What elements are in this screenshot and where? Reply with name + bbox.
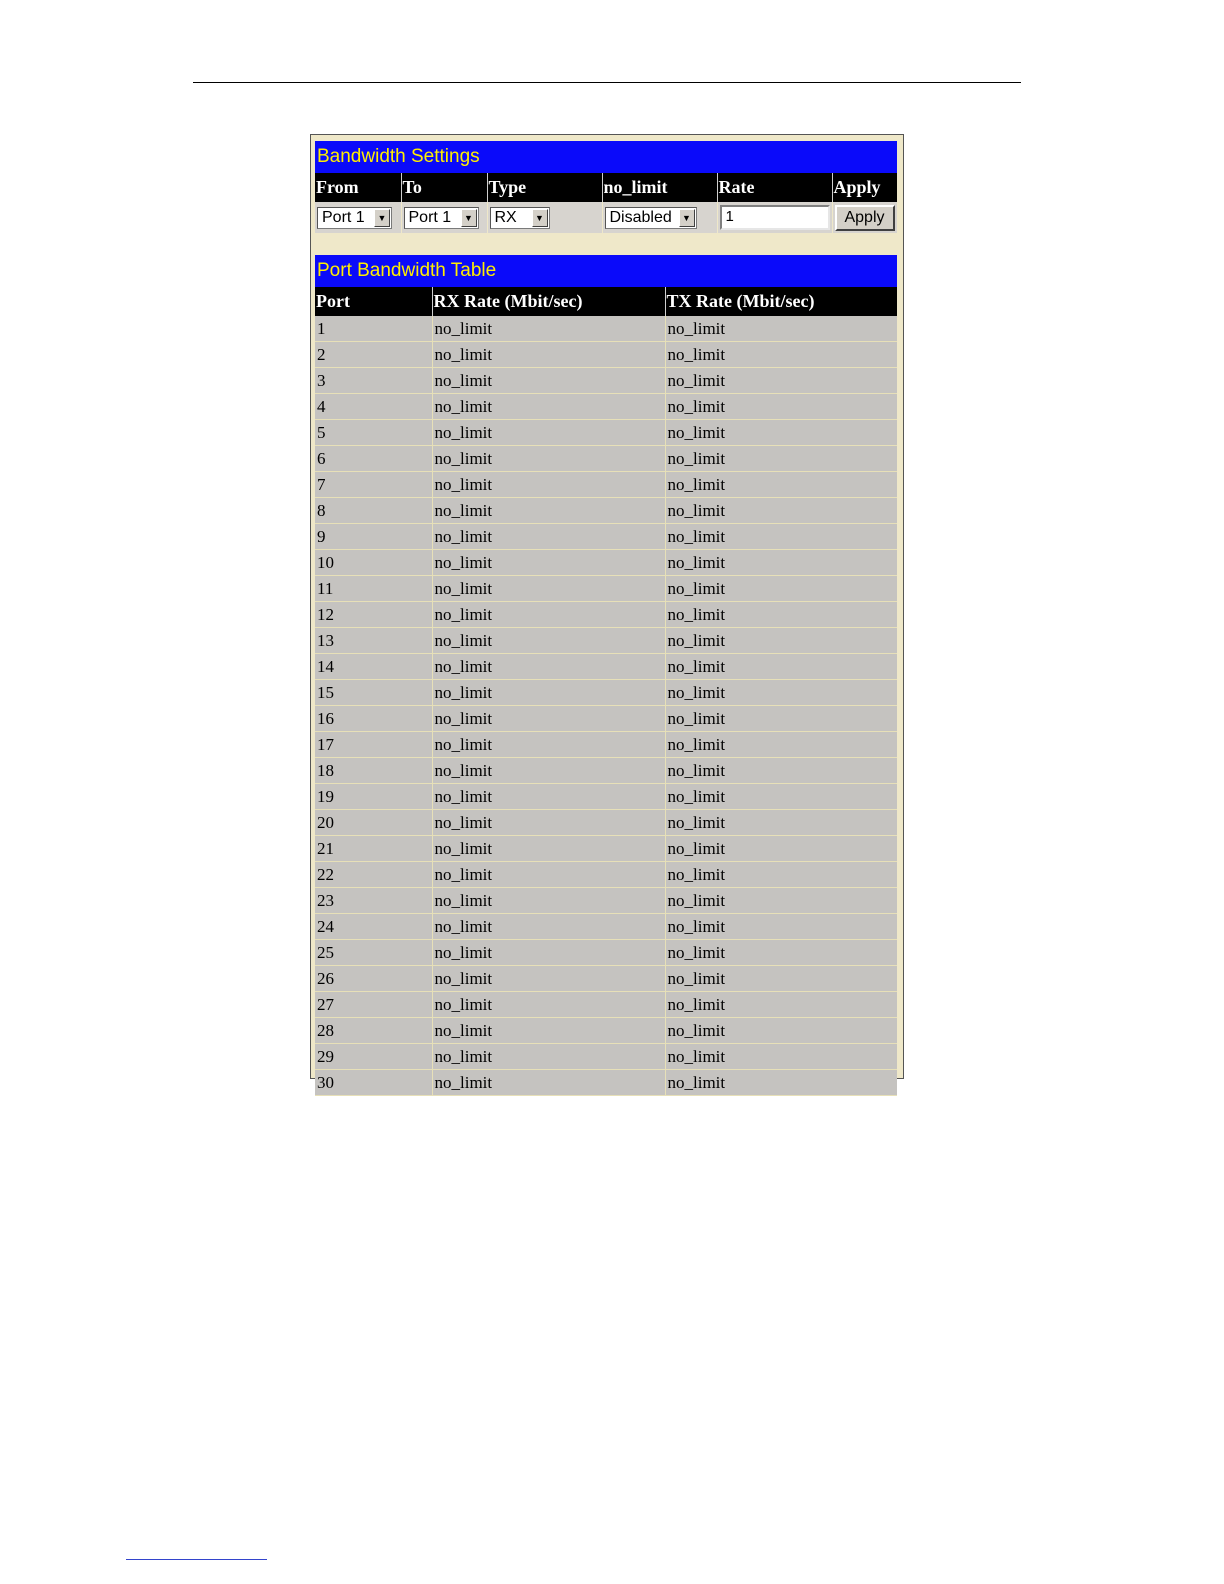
header-rate: Rate: [717, 173, 832, 202]
rx-rate-cell: no_limit: [432, 940, 665, 966]
port-cell: 15: [315, 680, 432, 706]
to-port-value: Port 1: [408, 208, 452, 226]
tx-rate-cell: no_limit: [665, 680, 897, 706]
table-row: [315, 342, 897, 368]
rate-input[interactable]: 1: [720, 205, 830, 230]
tx-rate-cell: no_limit: [665, 706, 897, 732]
header-type: Type: [487, 173, 602, 202]
rx-rate-cell: no_limit: [432, 732, 665, 758]
table-row: [315, 446, 897, 472]
port-table-body: [315, 316, 897, 1096]
port-cell: 20: [315, 810, 432, 836]
type-select[interactable]: [490, 207, 550, 229]
table-row: [315, 966, 897, 992]
port-cell: 2: [315, 342, 432, 368]
table-row: [315, 810, 897, 836]
table-row: [315, 550, 897, 576]
table-row: [315, 524, 897, 550]
table-row: [315, 1018, 897, 1044]
port-cell: 13: [315, 628, 432, 654]
section-spacer: [315, 233, 897, 255]
rx-rate-cell: no_limit: [432, 966, 665, 992]
tx-rate-cell: no_limit: [665, 862, 897, 888]
table-row: [315, 628, 897, 654]
port-cell: 7: [315, 472, 432, 498]
tx-rate-cell: no_limit: [665, 368, 897, 394]
column-header-tx-rate: TX Rate (Mbit/sec): [665, 287, 897, 316]
rx-rate-cell: no_limit: [432, 550, 665, 576]
table-row: [315, 836, 897, 862]
from-port-value: Port 1: [322, 208, 365, 226]
table-row: [315, 1070, 897, 1096]
port-cell: 26: [315, 966, 432, 992]
rx-rate-cell: no_limit: [432, 342, 665, 368]
rx-rate-cell: no_limit: [432, 394, 665, 420]
chevron-down-icon[interactable]: ▼: [374, 209, 390, 227]
apply-button[interactable]: Apply: [835, 205, 895, 231]
tx-rate-cell: no_limit: [665, 316, 897, 342]
tx-rate-cell: no_limit: [665, 940, 897, 966]
no-limit-value: Disabled: [609, 208, 672, 226]
tx-rate-cell: no_limit: [665, 628, 897, 654]
screenshot-window: [310, 134, 904, 1092]
rx-rate-cell: no_limit: [432, 810, 665, 836]
apply-cell: [832, 202, 897, 233]
port-cell: 11: [315, 576, 432, 602]
tx-rate-cell: no_limit: [665, 836, 897, 862]
table-row: [315, 368, 897, 394]
content-area: [315, 141, 897, 1096]
header-no-limit: no_limit: [602, 173, 717, 202]
table-row: [315, 940, 897, 966]
rx-rate-cell: no_limit: [432, 706, 665, 732]
port-cell: 8: [315, 498, 432, 524]
column-header-port: Port: [315, 287, 432, 316]
port-cell: 23: [315, 888, 432, 914]
table-row: [315, 420, 897, 446]
rx-rate-cell: no_limit: [432, 628, 665, 654]
rate-cell: [717, 202, 832, 233]
tx-rate-cell: no_limit: [665, 732, 897, 758]
tx-rate-cell: no_limit: [665, 1018, 897, 1044]
tx-rate-cell: no_limit: [665, 784, 897, 810]
table-row: [315, 394, 897, 420]
port-cell: 17: [315, 732, 432, 758]
rx-rate-cell: no_limit: [432, 602, 665, 628]
table-row: [315, 472, 897, 498]
rx-rate-cell: no_limit: [432, 420, 665, 446]
rx-rate-cell: no_limit: [432, 472, 665, 498]
port-cell: 9: [315, 524, 432, 550]
tx-rate-cell: no_limit: [665, 758, 897, 784]
port-cell: 18: [315, 758, 432, 784]
rx-rate-cell: no_limit: [432, 680, 665, 706]
port-cell: 19: [315, 784, 432, 810]
tx-rate-cell: no_limit: [665, 420, 897, 446]
rx-rate-cell: no_limit: [432, 836, 665, 862]
rx-rate-cell: no_limit: [432, 1044, 665, 1070]
tx-rate-cell: no_limit: [665, 992, 897, 1018]
to-port-select[interactable]: [404, 207, 479, 229]
port-cell: 24: [315, 914, 432, 940]
header-apply: Apply: [832, 173, 897, 202]
port-cell: 30: [315, 1070, 432, 1096]
chevron-down-icon[interactable]: ▼: [532, 209, 548, 227]
port-cell: 10: [315, 550, 432, 576]
rx-rate-cell: no_limit: [432, 654, 665, 680]
rx-rate-cell: no_limit: [432, 784, 665, 810]
table-row: [315, 732, 897, 758]
port-cell: 3: [315, 368, 432, 394]
tx-rate-cell: no_limit: [665, 342, 897, 368]
tx-rate-cell: no_limit: [665, 524, 897, 550]
table-row: [315, 862, 897, 888]
table-row: [315, 1044, 897, 1070]
port-table-header-row: [315, 287, 897, 316]
rx-rate-cell: no_limit: [432, 888, 665, 914]
from-cell: [315, 202, 401, 233]
table-row: [315, 654, 897, 680]
tx-rate-cell: no_limit: [665, 498, 897, 524]
table-row: [315, 602, 897, 628]
tx-rate-cell: no_limit: [665, 966, 897, 992]
type-value: RX: [494, 208, 517, 226]
port-cell: 12: [315, 602, 432, 628]
chevron-down-icon[interactable]: ▼: [679, 209, 695, 227]
from-port-select[interactable]: [317, 207, 392, 229]
bandwidth-settings-title: Bandwidth Settings: [315, 141, 897, 173]
settings-header-row: [315, 173, 897, 202]
tx-rate-cell: no_limit: [665, 654, 897, 680]
rx-rate-cell: no_limit: [432, 1018, 665, 1044]
rx-rate-cell: no_limit: [432, 368, 665, 394]
table-row: [315, 498, 897, 524]
rx-rate-cell: no_limit: [432, 1070, 665, 1096]
rx-rate-cell: no_limit: [432, 862, 665, 888]
port-bandwidth-table: [315, 287, 897, 1096]
table-row: [315, 992, 897, 1018]
tx-rate-cell: no_limit: [665, 1044, 897, 1070]
tx-rate-cell: no_limit: [665, 914, 897, 940]
no-limit-select[interactable]: [605, 207, 697, 229]
table-row: [315, 758, 897, 784]
rx-rate-cell: no_limit: [432, 446, 665, 472]
header-from: From: [315, 173, 401, 202]
port-cell: 14: [315, 654, 432, 680]
column-header-rx-rate: RX Rate (Mbit/sec): [432, 287, 665, 316]
chevron-down-icon[interactable]: ▼: [461, 209, 477, 227]
settings-input-row: [315, 202, 897, 233]
table-row: [315, 316, 897, 342]
bandwidth-settings-form: [315, 173, 897, 233]
tx-rate-cell: no_limit: [665, 810, 897, 836]
tx-rate-cell: no_limit: [665, 446, 897, 472]
rx-rate-cell: no_limit: [432, 524, 665, 550]
table-row: [315, 784, 897, 810]
port-cell: 1: [315, 316, 432, 342]
rx-rate-cell: no_limit: [432, 498, 665, 524]
tx-rate-cell: no_limit: [665, 394, 897, 420]
rx-rate-cell: no_limit: [432, 992, 665, 1018]
port-cell: 16: [315, 706, 432, 732]
port-cell: 28: [315, 1018, 432, 1044]
port-cell: 5: [315, 420, 432, 446]
tx-rate-cell: no_limit: [665, 1070, 897, 1096]
port-cell: 22: [315, 862, 432, 888]
table-row: [315, 888, 897, 914]
tx-rate-cell: no_limit: [665, 550, 897, 576]
rx-rate-cell: no_limit: [432, 576, 665, 602]
port-cell: 6: [315, 446, 432, 472]
port-cell: 29: [315, 1044, 432, 1070]
port-cell: 25: [315, 940, 432, 966]
to-cell: [401, 202, 487, 233]
page-header-rule: [193, 82, 1021, 83]
port-bandwidth-table-title: Port Bandwidth Table: [315, 255, 897, 287]
port-cell: 4: [315, 394, 432, 420]
tx-rate-cell: no_limit: [665, 576, 897, 602]
port-cell: 21: [315, 836, 432, 862]
rx-rate-cell: no_limit: [432, 758, 665, 784]
rx-rate-cell: no_limit: [432, 316, 665, 342]
tx-rate-cell: no_limit: [665, 472, 897, 498]
type-cell: [487, 202, 602, 233]
tx-rate-cell: no_limit: [665, 602, 897, 628]
page-footer-link-rule: [126, 1559, 267, 1560]
no-limit-cell: [602, 202, 717, 233]
table-row: [315, 914, 897, 940]
port-cell: 27: [315, 992, 432, 1018]
header-to: To: [401, 173, 487, 202]
table-row: [315, 706, 897, 732]
tx-rate-cell: no_limit: [665, 888, 897, 914]
table-row: [315, 680, 897, 706]
rx-rate-cell: no_limit: [432, 914, 665, 940]
table-row: [315, 576, 897, 602]
